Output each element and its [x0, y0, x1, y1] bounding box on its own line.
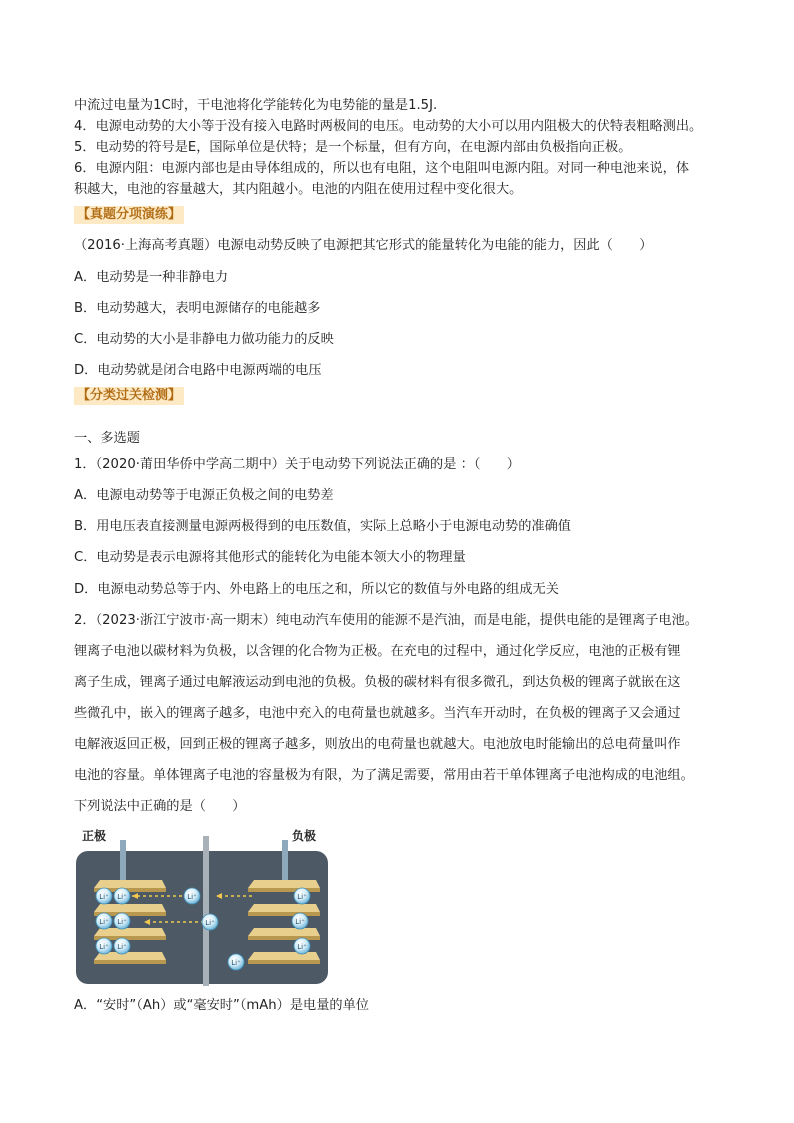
text-line: 5．电动势的符号是E，国际单位是伏特；是一个标量，但有方向，在电源内部由负极指向正极。: [74, 140, 632, 155]
lithium-ion-label: Li⁺: [231, 959, 241, 967]
check-tag: 【分类过关检测】: [74, 387, 184, 405]
q2-line: 电池的容量。单体锂离子电池的容量极为有限，为了满足需要，常用由若干单体锂离子电池构成的电池组。: [74, 768, 694, 783]
q2-option-a: A．“安时”（Ah）或“毫安时”（mAh）是电量的单位: [74, 998, 369, 1013]
lithium-ion-label: Li⁺: [99, 918, 109, 926]
lithium-ion-label: Li⁺: [117, 893, 127, 901]
q2-line: 锂离子电池以碳材料为负极，以含锂的化合物为正极。在充电的过程中，通过化学反应，电池的正极有锂: [74, 644, 681, 659]
text-line: 4．电源电动势的大小等于没有接入电路时两极间的电压。电动势的大小可以用内阻极大的伏特表粗略测出。: [74, 119, 703, 134]
q1-option-d: D．电源电动势总等于内、外电路上的电压之和，所以它的数值与外电路的组成无关: [74, 582, 559, 597]
q1-option-a: A．电源电动势等于电源正负极之间的电势差: [74, 488, 334, 503]
text-line: 中流过电量为1C时，干电池将化学能转化为电势能的量是1.5J.: [74, 98, 438, 113]
practice-tag: 【真题分项演练】: [74, 206, 184, 224]
lithium-ion-label: Li⁺: [295, 918, 305, 926]
lithium-ion-label: Li⁺: [205, 919, 215, 927]
practice-option-d: D．电动势就是闭合电路中电源两端的电压: [74, 363, 322, 378]
q2-line: 2．（2023·浙江宁波市·高一期末）纯电动汽车使用的能源不是汽油，而是电能，提供电能的是锂离子电池。: [74, 613, 698, 628]
battery-case: [76, 851, 328, 984]
q1-option-c: C．电动势是表示电源将其他形式的能转化为电能本领大小的物理量: [74, 550, 466, 565]
q2-line: 下列说法中正确的是（ ）: [74, 799, 246, 814]
text-line: 6．电源内阻：电源内部也是由导体组成的，所以也有电阻，这个电阻叫电源内阻。对同一种电池来说，体: [74, 161, 690, 176]
text-line: 积越大，电池的容量越大，其内阻越小。电池的内阻在使用过程中变化很大。: [74, 182, 523, 197]
negative-terminal: [282, 840, 288, 880]
practice-question: （2016·上海高考真题）电源电动势反映了电源把其它形式的能量转化为电能的能力，因此（ ）: [74, 238, 653, 253]
practice-option-b: B．电动势越大，表明电源储存的电能越多: [74, 301, 321, 316]
q2-line: 些微孔中，嵌入的锂离子越多，电池中充入的电荷量也就越多。当汽车开动时，在负极的锂离子又会通过: [74, 706, 681, 721]
lithium-ion-label: Li⁺: [99, 943, 109, 951]
positive-terminal: [120, 840, 126, 880]
separator: [203, 836, 209, 986]
lithium-ion-label: Li⁺: [99, 893, 109, 901]
lithium-ion-label: Li⁺: [187, 893, 197, 901]
positive-label: 正极: [82, 829, 107, 843]
q1-option-b: B．用电压表直接测量电源两极得到的电压数值，实际上总略小于电源电动势的准确值: [74, 519, 571, 534]
lithium-ion-label: Li⁺: [117, 918, 127, 926]
practice-option-a: A．电动势是一种非静电力: [74, 270, 229, 285]
lithium-ion-label: Li⁺: [297, 943, 307, 951]
practice-option-c: C．电动势的大小是非静电力做功能力的反映: [74, 332, 334, 347]
q2-line: 电解液返回正极，回到正极的锂离子越多，则放出的电荷量也就越大。电池放电时能输出的总电荷量叫作: [74, 737, 681, 752]
q2-line: 离子生成，锂离子通过电解液运动到电池的负极。负极的碳材料有很多微孔，到达负极的锂离子就嵌在这: [74, 675, 681, 690]
lithium-ion-label: Li⁺: [117, 943, 127, 951]
section-title: 一、多选题: [74, 431, 140, 446]
negative-label: 负极: [292, 829, 317, 843]
q1-stem: 1．（2020·莆田华侨中学高二期中）关于电动势下列说法正确的是 ：（ ）: [74, 457, 520, 472]
battery-diagram: [74, 826, 332, 988]
lithium-ion-label: Li⁺: [297, 893, 307, 901]
